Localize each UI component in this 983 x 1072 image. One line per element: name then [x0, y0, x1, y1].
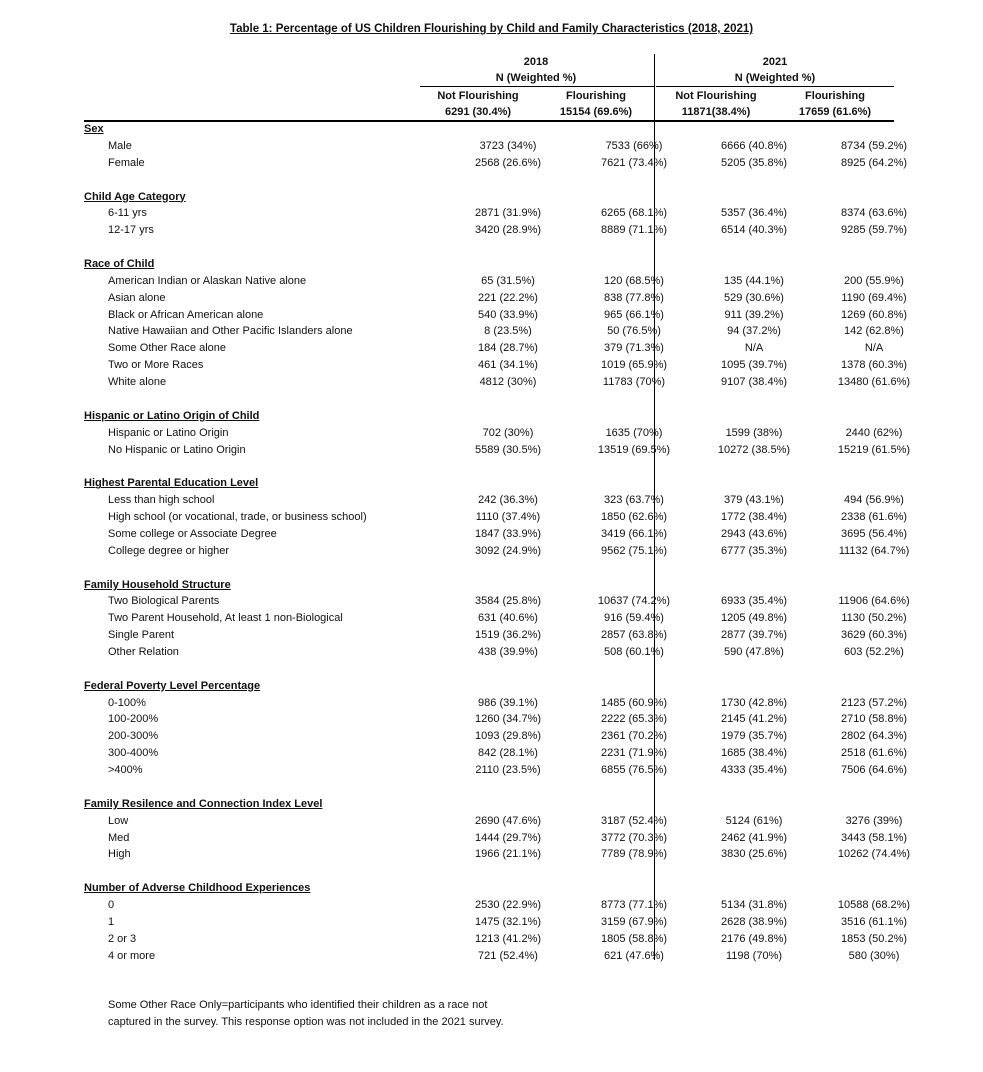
table-cell: 2530 (22.9%) — [474, 899, 542, 912]
table-cell: 3516 (61.1%) — [840, 915, 908, 928]
table-cell: 1205 (49.8%) — [720, 612, 788, 625]
table-cell: 4812 (30%) — [479, 375, 537, 388]
row-label: High — [108, 848, 131, 861]
table-cell: 508 (60.1%) — [604, 645, 664, 658]
table-cell: 1519 (36.2%) — [474, 629, 542, 642]
table-cell: 721 (52.4%) — [478, 949, 538, 962]
table-cell: 1772 (38.4%) — [720, 511, 788, 524]
table-cell: 2231 (71.9%) — [600, 747, 668, 760]
section-spacer — [84, 458, 936, 475]
table-row — [84, 644, 936, 661]
col-header-2018-not-flourishing: Not Flourishing — [437, 90, 519, 102]
col-total-2021-not-flourishing: 11871(38.4%) — [681, 106, 751, 118]
table-cell: 590 (47.8%) — [724, 645, 784, 658]
row-label: 1 — [108, 915, 115, 928]
table-cell: 1485 (60.9%) — [600, 696, 668, 709]
table-cell: 5124 (61%) — [725, 814, 783, 827]
section-header-row — [84, 678, 936, 695]
row-label: 0-100% — [108, 696, 146, 709]
table-cell: 3443 (58.1%) — [840, 831, 908, 844]
table-cell: 2690 (47.6%) — [474, 814, 542, 827]
table-cell: 7533 (66%) — [605, 139, 663, 152]
table-cell: 5205 (35.8%) — [720, 156, 788, 169]
table-cell: 986 (39.1%) — [478, 696, 538, 709]
section-header-row — [84, 408, 936, 425]
row-label: Some college or Associate Degree — [108, 527, 277, 540]
table-cell: 3629 (60.3%) — [840, 629, 908, 642]
table-cell: 3772 (70.3%) — [600, 831, 668, 844]
table-row — [84, 762, 936, 779]
table-cell: 1378 (60.3%) — [840, 359, 908, 372]
table-cell: 1190 (69.4%) — [841, 291, 907, 304]
table-row — [84, 711, 936, 728]
table-cell: 323 (63.7%) — [604, 494, 664, 507]
table-cell: 838 (77.8%) — [604, 291, 664, 304]
section-header-row — [84, 475, 936, 492]
table-cell: 8925 (64.2%) — [840, 156, 908, 169]
weighted-2021-header: N (Weighted %) — [734, 72, 816, 84]
table-cell: 7506 (64.6%) — [840, 764, 908, 776]
section-spacer — [84, 560, 936, 577]
table-cell: 5134 (31.8%) — [720, 899, 788, 912]
table-cell: 2145 (41.2%) — [720, 713, 788, 726]
table-cell: 1019 (65.9%) — [600, 359, 668, 372]
table-cell: 702 (30%) — [482, 426, 534, 439]
row-label: Native Hawaiian and Other Pacific Islanders alone — [108, 325, 353, 338]
table-cell: 1979 (35.7%) — [720, 730, 788, 743]
row-label: 4 or more — [108, 949, 156, 962]
table-row — [84, 323, 936, 340]
col-total-2018-not-flourishing: 6291 (30.4%) — [444, 106, 512, 118]
table-cell: 135 (44.1%) — [724, 274, 784, 287]
row-label: Some Other Race alone — [108, 342, 227, 355]
table-cell: 2222 (65.3%) — [600, 713, 668, 726]
table-cell: 916 (59.4%) — [604, 612, 664, 625]
table-cell: 2877 (39.7%) — [720, 629, 788, 642]
row-label: No Hispanic or Latino Origin — [108, 443, 246, 456]
table-row — [84, 205, 936, 222]
table-row — [84, 914, 936, 931]
table-cell: 3419 (66.1%) — [600, 527, 668, 540]
table-cell: 6933 (35.4%) — [720, 595, 788, 608]
row-label: Less than high school — [108, 494, 215, 507]
row-label: 2 or 3 — [108, 932, 137, 945]
table-row — [84, 745, 936, 762]
col-header-2021-flourishing: Flourishing — [805, 90, 865, 102]
table-cell: 3092 (24.9%) — [474, 544, 542, 557]
row-label: 200-300% — [108, 730, 159, 743]
section-spacer — [84, 239, 936, 256]
table-cell: 621 (47.6%) — [604, 949, 664, 962]
table-cell: 2338 (61.6%) — [840, 511, 908, 524]
table-cell: 200 (55.9%) — [844, 274, 904, 287]
table-cell: 2857 (63.8%) — [600, 629, 668, 642]
section-title: Family Resilence and Connection Index Level — [84, 797, 323, 810]
table-cell: 5357 (36.4%) — [720, 207, 788, 220]
section-title: Highest Parental Education Level — [84, 477, 259, 490]
table-cell: 6265 (68.1%) — [600, 207, 668, 220]
table-cell: 842 (28.1%) — [478, 747, 538, 760]
row-label: 300-400% — [108, 747, 159, 760]
table-cell: 494 (56.9%) — [844, 494, 904, 507]
table-cell: 3584 (25.8%) — [474, 595, 542, 608]
table-cell: 8773 (77.1%) — [600, 899, 668, 912]
col-total-2021-flourishing: 17659 (61.6%) — [798, 106, 872, 118]
section-header-row — [84, 189, 936, 206]
table-row — [84, 509, 936, 526]
table-cell: 6777 (35.3%) — [720, 544, 788, 557]
table-cell: 2176 (49.8%) — [720, 932, 788, 945]
section-spacer — [84, 172, 936, 189]
row-label: White alone — [108, 375, 167, 388]
table-cell: 3276 (39%) — [845, 814, 903, 827]
table-row — [84, 695, 936, 712]
table-row — [84, 442, 936, 459]
table-cell: 1599 (38%) — [725, 426, 783, 439]
table-cell: 2710 (58.8%) — [840, 713, 908, 726]
section-header-row — [84, 577, 936, 594]
table-row — [84, 627, 936, 644]
table-title: Table 1: Percentage of US Children Flourishing by Child and Family Characteristics (2018, 2021) — [229, 23, 754, 35]
table-cell: 65 (31.5%) — [481, 274, 535, 287]
table-cell: 13480 (61.6%) — [837, 375, 911, 388]
table-row — [84, 340, 936, 357]
table-cell: 2871 (31.9%) — [474, 207, 542, 220]
table-cell: 5589 (30.5%) — [474, 443, 542, 456]
col-header-2021-not-flourishing: Not Flourishing — [675, 90, 757, 102]
rule-2021-span — [656, 86, 894, 87]
table-cell: 6514 (40.3%) — [720, 224, 788, 237]
table-cell: 438 (39.9%) — [478, 645, 538, 658]
section-title: Child Age Category — [84, 190, 186, 203]
table-cell: 965 (66.1%) — [604, 308, 664, 321]
table-cell: 603 (52.2%) — [844, 645, 904, 658]
table-cell: 11132 (64.7%) — [838, 544, 910, 557]
table-row — [84, 492, 936, 509]
table-cell: 7789 (78.9%) — [600, 848, 668, 861]
table-cell: 911 (39.2%) — [724, 308, 784, 321]
table-cell: 3695 (56.4%) — [840, 527, 908, 540]
year-2018-header: 2018 — [523, 56, 549, 68]
table-cell: 6855 (76.5%) — [600, 764, 668, 776]
table-cell: 3159 (67.9%) — [600, 915, 668, 928]
table-cell: 8734 (59.2%) — [840, 139, 908, 152]
row-label: Hispanic or Latino Origin — [108, 426, 229, 439]
table-row — [84, 357, 936, 374]
table-row — [84, 222, 936, 239]
row-label: 12-17 yrs — [108, 224, 154, 237]
table-cell: 15219 (61.5%) — [837, 443, 911, 456]
table-cell: 1260 (34.7%) — [474, 713, 542, 726]
table-cell: 1444 (29.7%) — [474, 831, 542, 844]
table-row — [84, 728, 936, 745]
table-cell: 11783 (70%) — [602, 375, 666, 388]
row-label: College degree or higher — [108, 544, 230, 557]
table-cell: 3187 (52.4%) — [600, 814, 668, 827]
row-label: >400% — [108, 764, 143, 776]
table-row — [84, 543, 936, 560]
table-cell: 1269 (60.8%) — [840, 308, 908, 321]
table-cell: 379 (71.3%) — [604, 342, 664, 355]
table-cell: 11906 (64.6%) — [838, 595, 910, 608]
table-cell: 2123 (57.2%) — [840, 696, 908, 709]
table-row — [84, 610, 936, 627]
row-label: Two or More Races — [108, 359, 204, 372]
table-cell: 2943 (43.6%) — [720, 527, 788, 540]
table-row — [84, 931, 936, 948]
table-cell: 142 (62.8%) — [844, 325, 904, 338]
table-cell: 8374 (63.6%) — [840, 207, 908, 220]
data-table — [84, 121, 936, 964]
section-header-row — [84, 256, 936, 273]
table-row — [84, 138, 936, 155]
footnote-line-2: captured in the survey. This response option was not included in the 2021 survey. — [108, 1016, 504, 1028]
table-cell: 1966 (21.1%) — [474, 848, 542, 861]
table-cell: 6666 (40.8%) — [720, 139, 788, 152]
table-cell: 1805 (58.8%) — [600, 932, 668, 945]
col-header-2018-flourishing: Flourishing — [566, 90, 626, 102]
table-cell: 631 (40.6%) — [478, 612, 538, 625]
table-cell: 461 (34.1%) — [478, 359, 538, 372]
table-cell: 2462 (41.9%) — [720, 831, 788, 844]
table-cell: 1093 (29.8%) — [474, 730, 542, 743]
table-cell: 1130 (50.2%) — [841, 612, 907, 625]
row-label: Two Biological Parents — [108, 595, 220, 608]
table-cell: 3723 (34%) — [479, 139, 537, 152]
table-cell: 1850 (62.6%) — [600, 511, 668, 524]
table-cell: 1110 (37.4%) — [475, 511, 541, 524]
table-row — [84, 290, 936, 307]
table-cell: 9285 (59.7%) — [840, 224, 908, 237]
row-label: Low — [108, 814, 129, 827]
section-header-row — [84, 796, 936, 813]
table-cell: 1095 (39.7%) — [720, 359, 788, 372]
row-label: Male — [108, 139, 132, 152]
row-label: Black or African American alone — [108, 308, 264, 321]
row-label: High school (or vocational, trade, or business school) — [108, 511, 367, 524]
table-cell: 3830 (25.6%) — [720, 848, 788, 861]
table-cell: 529 (30.6%) — [724, 291, 784, 304]
table-row — [84, 374, 936, 391]
table-cell: 10637 (74.2%) — [597, 595, 671, 608]
table-cell: 9562 (75.1%) — [600, 544, 668, 557]
footnote — [108, 997, 568, 1031]
table-cell: 9107 (38.4%) — [720, 375, 788, 388]
section-title: Number of Adverse Childhood Experiences — [84, 882, 311, 895]
row-label: American Indian or Alaskan Native alone — [108, 274, 307, 287]
table-cell: 1847 (33.9%) — [474, 527, 542, 540]
table-cell: 120 (68.5%) — [604, 274, 664, 287]
table-cell: 3420 (28.9%) — [474, 224, 542, 237]
footnote-line-1: Some Other Race Only=participants who identified their children as a race not — [108, 999, 488, 1011]
table-row — [84, 897, 936, 914]
table-cell: 1685 (38.4%) — [720, 747, 788, 760]
table-cell: N/A — [744, 342, 764, 355]
table-row — [84, 830, 936, 847]
row-label: Other Relation — [108, 645, 179, 658]
table-cell: 94 (37.2%) — [727, 325, 781, 338]
table-cell: 50 (76.5%) — [607, 325, 661, 338]
section-spacer — [84, 391, 936, 408]
table-cell: 4333 (35.4%) — [720, 764, 788, 776]
row-label: Asian alone — [108, 291, 166, 304]
table-cell: 1475 (32.1%) — [474, 915, 542, 928]
table-cell: 1635 (70%) — [605, 426, 663, 439]
table-cell: 2628 (38.9%) — [720, 915, 788, 928]
row-label: Female — [108, 156, 145, 169]
section-title: Family Household Structure — [84, 578, 231, 591]
table-cell: 2518 (61.6%) — [840, 747, 908, 760]
weighted-2018-header: N (Weighted %) — [495, 72, 577, 84]
rule-2018-span — [420, 86, 654, 87]
row-label: 100-200% — [108, 713, 159, 726]
table-cell: 580 (30%) — [848, 949, 900, 962]
table-row — [84, 813, 936, 830]
table-cell: 242 (36.3%) — [478, 494, 538, 507]
table-row — [84, 307, 936, 324]
table-cell: 7621 (73.4%) — [600, 156, 668, 169]
table-cell: 221 (22.2%) — [478, 291, 538, 304]
section-spacer — [84, 779, 936, 796]
table-cell: 1198 (70%) — [725, 949, 783, 962]
row-label: Single Parent — [108, 629, 175, 642]
table-row — [84, 846, 936, 863]
table-cell: 540 (33.9%) — [478, 308, 538, 321]
section-header-row — [84, 880, 936, 897]
table-cell: 10588 (68.2%) — [837, 899, 911, 912]
table-row — [84, 948, 936, 965]
table-cell: 2802 (64.3%) — [840, 730, 908, 743]
table-cell: 2110 (23.5%) — [475, 764, 541, 776]
row-label: 6-11 yrs — [108, 207, 147, 220]
table-row — [84, 155, 936, 172]
table-cell: 8889 (71.1%) — [600, 224, 668, 237]
year-2021-header: 2021 — [762, 56, 788, 68]
table-cell: 10262 (74.4%) — [837, 848, 911, 861]
section-header-row — [84, 121, 936, 138]
section-title: Hispanic or Latino Origin of Child — [84, 409, 260, 422]
table-cell: 1730 (42.8%) — [720, 696, 788, 709]
table-row — [84, 273, 936, 290]
table-cell: 13519 (69.5%) — [597, 443, 671, 456]
table-cell: 8 (23.5%) — [484, 325, 532, 338]
table-cell: 2361 (70.2%) — [600, 730, 668, 743]
row-label: Med — [108, 831, 130, 844]
table-cell: 10272 (38.5%) — [717, 443, 791, 456]
table-cell: 379 (43.1%) — [724, 494, 784, 507]
section-title: Federal Poverty Level Percentage — [84, 679, 261, 692]
table-cell: 2440 (62%) — [845, 426, 903, 439]
section-title: Race of Child — [84, 258, 155, 271]
table-cell: 1853 (50.2%) — [840, 932, 908, 945]
table-row — [84, 526, 936, 543]
section-spacer — [84, 863, 936, 880]
table-row — [84, 425, 936, 442]
row-label: Two Parent Household, At least 1 non-Biological — [108, 612, 343, 625]
row-label: 0 — [108, 899, 115, 912]
table-cell: 2568 (26.6%) — [474, 156, 542, 169]
section-spacer — [84, 661, 936, 678]
col-total-2018-flourishing: 15154 (69.6%) — [559, 106, 633, 118]
table-cell: 1213 (41.2%) — [474, 932, 542, 945]
table-cell: 184 (28.7%) — [478, 342, 538, 355]
table-cell: N/A — [864, 342, 884, 355]
table-row — [84, 593, 936, 610]
section-title: Sex — [84, 123, 104, 135]
